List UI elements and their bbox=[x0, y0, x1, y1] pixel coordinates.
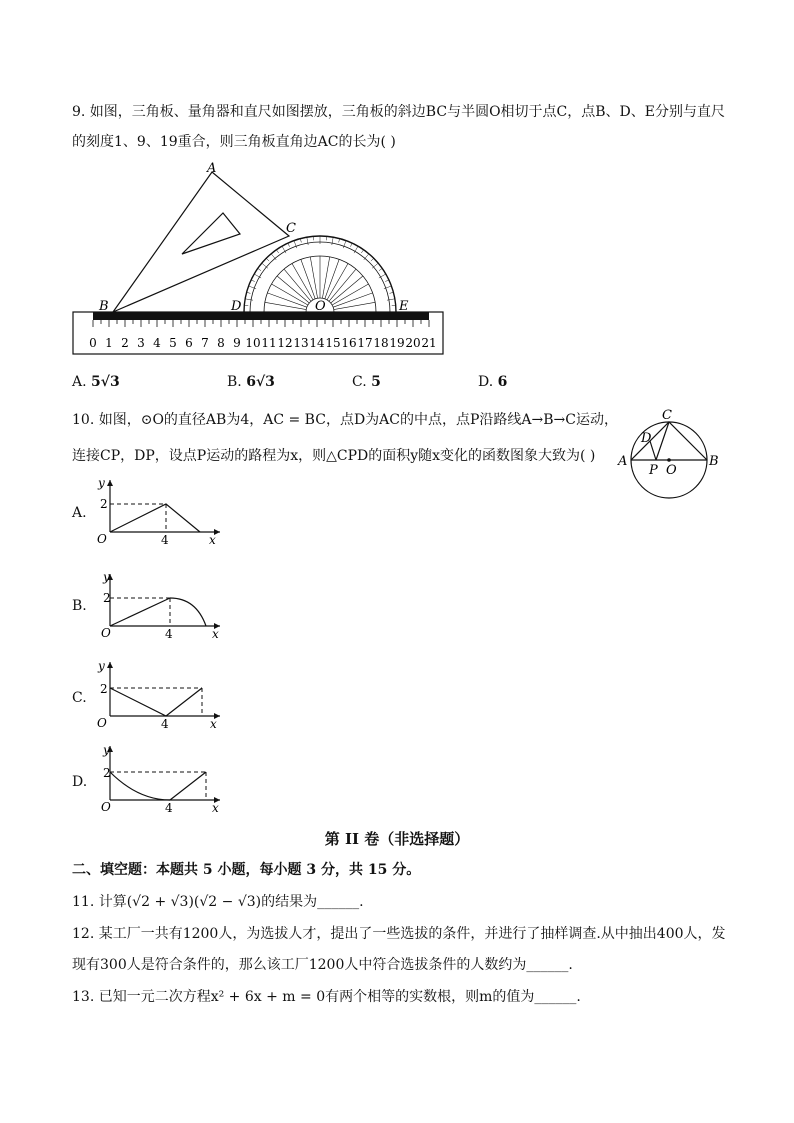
ruler-number: 9 bbox=[233, 336, 241, 350]
q9-option-b[interactable]: B. 6√3 bbox=[227, 374, 275, 390]
ruler-number: 7 bbox=[201, 336, 209, 350]
q10-option-a[interactable]: A. bbox=[72, 505, 87, 521]
svg-text:x: x bbox=[212, 627, 219, 641]
protractor-ray bbox=[327, 264, 348, 300]
ruler-number: 14 bbox=[309, 336, 325, 350]
ruler-number: 3 bbox=[137, 336, 145, 350]
ruler-number: 13 bbox=[293, 336, 309, 350]
ruler-number: 15 bbox=[325, 336, 341, 350]
q10-line1: 10. 如图，⊙O的直径AB为4，AC = BC，点D为AC的中点，点P沿路线A→B→C运动， bbox=[72, 412, 618, 428]
circle-label-P: P bbox=[649, 463, 658, 478]
q13-text: 13. 已知一元二次方程x² + 6x + m = 0有两个相等的实数根，则m的值为______. bbox=[72, 989, 581, 1005]
protractor-ray bbox=[333, 293, 372, 307]
svg-text:2: 2 bbox=[100, 682, 108, 696]
q10-circle-figure bbox=[614, 404, 724, 500]
circle-label-B: B bbox=[709, 454, 719, 469]
label-A: A bbox=[207, 161, 217, 176]
svg-text:x: x bbox=[212, 801, 219, 814]
ruler-number: 2 bbox=[121, 336, 129, 350]
protractor-ray bbox=[265, 302, 306, 309]
svg-text:4: 4 bbox=[161, 533, 169, 547]
ruler-number: 8 bbox=[217, 336, 225, 350]
ruler-number: 12 bbox=[277, 336, 293, 350]
svg-text:4: 4 bbox=[165, 627, 173, 641]
q9-option-c[interactable]: C. 5 bbox=[352, 374, 381, 390]
protractor-tick bbox=[339, 239, 340, 243]
svg-text:y: y bbox=[98, 476, 105, 490]
q10-line2: 连接CP，DP，设点P运动的路程为x，则△CPD的面积y随x变化的函数图象大致为( ) bbox=[72, 448, 596, 464]
ruler-number: 21 bbox=[421, 336, 437, 350]
ruler-number: 20 bbox=[405, 336, 421, 350]
protractor-ray bbox=[267, 293, 306, 307]
q12-line2: 现有300人是符合条件的，那么该工厂1200人中符合选拔条件的人数约为______. bbox=[72, 957, 573, 973]
protractor-tick bbox=[379, 268, 382, 270]
protractor-ray bbox=[332, 284, 368, 305]
ruler-number: 10 bbox=[245, 336, 261, 350]
circle-label-O: O bbox=[666, 463, 677, 478]
q10-graph-a bbox=[92, 474, 232, 548]
ruler-number: 6 bbox=[185, 336, 193, 350]
label-D: D bbox=[231, 299, 242, 314]
protractor-tick bbox=[300, 239, 301, 243]
protractor-tick bbox=[385, 280, 389, 282]
set-square bbox=[113, 172, 289, 312]
ruler-band bbox=[93, 312, 429, 320]
ruler-number: 16 bbox=[341, 336, 357, 350]
svg-text:x: x bbox=[209, 533, 216, 547]
svg-text:2: 2 bbox=[103, 766, 111, 780]
svg-text:4: 4 bbox=[161, 717, 169, 730]
ruler-number: 18 bbox=[373, 336, 389, 350]
protractor-tick bbox=[288, 243, 290, 247]
svg-text:4: 4 bbox=[165, 801, 173, 814]
svg-text:y: y bbox=[98, 659, 105, 673]
svg-text:2: 2 bbox=[100, 497, 108, 511]
svg-text:O: O bbox=[101, 800, 111, 814]
protractor-ray bbox=[322, 257, 329, 298]
label-C: C bbox=[286, 221, 296, 236]
protractor-tick bbox=[276, 250, 278, 253]
circle-label-D: D bbox=[641, 431, 652, 446]
ruler-number: 0 bbox=[89, 336, 97, 350]
protractor-ray bbox=[325, 259, 339, 298]
protractor-tick bbox=[258, 268, 261, 270]
ruler-number: 4 bbox=[153, 336, 161, 350]
ruler-number: 17 bbox=[357, 336, 373, 350]
q10-option-d[interactable]: D. bbox=[72, 774, 88, 790]
circle-label-C: C bbox=[662, 408, 672, 423]
q11-text: 11. 计算(√2 + √3)(√2 − √3)的结果为______. bbox=[72, 894, 364, 910]
q10-graph-c bbox=[92, 656, 232, 730]
protractor-tick bbox=[361, 250, 363, 253]
label-O: O bbox=[315, 299, 326, 314]
label-E: E bbox=[399, 299, 409, 314]
q10-option-c[interactable]: C. bbox=[72, 690, 87, 706]
section-title: 第 II 卷（非选择题） bbox=[324, 830, 470, 848]
protractor-tick bbox=[390, 292, 394, 293]
protractor-tick bbox=[332, 237, 333, 245]
svg-text:y: y bbox=[103, 743, 110, 757]
protractor-ray bbox=[310, 257, 317, 298]
svg-text:2: 2 bbox=[103, 591, 111, 605]
protractor-tick bbox=[350, 243, 352, 247]
protractor-tick bbox=[371, 258, 374, 261]
q10-graph-b bbox=[92, 568, 232, 642]
protractor-ray bbox=[301, 259, 315, 298]
q12-line1: 12. 某工厂一共有1200人，为选拔人才，提出了一些选拔的条件，并进行了抽样调查.从中抽出400人，发 bbox=[72, 926, 726, 942]
q9-figure bbox=[68, 160, 453, 360]
label-B: B bbox=[99, 299, 109, 314]
q10-option-b[interactable]: B. bbox=[72, 598, 87, 614]
ruler-number: 19 bbox=[389, 336, 405, 350]
q9-option-d[interactable]: D. 6 bbox=[478, 374, 508, 390]
protractor-tick bbox=[387, 299, 395, 300]
q9-line2: 的刻度1、9、19重合，则三角板直角边AC的长为( ) bbox=[72, 134, 396, 150]
ruler-number: 5 bbox=[169, 336, 177, 350]
q10-graph-d bbox=[92, 740, 232, 814]
set-square-hole bbox=[182, 213, 240, 254]
ruler-number: 11 bbox=[261, 336, 277, 350]
q9-line1: 9. 如图，三角板、量角器和直尺如图摆放，三角板的斜边BC与半圆O相切于点C，点B、D、E分别与直尺 bbox=[72, 104, 725, 120]
ruler-number: 1 bbox=[105, 336, 113, 350]
protractor-tick bbox=[266, 258, 269, 261]
protractor-ray bbox=[272, 284, 308, 305]
svg-text:y: y bbox=[103, 570, 110, 584]
protractor-tick bbox=[307, 237, 308, 245]
protractor-tick bbox=[251, 280, 255, 282]
svg-text:x: x bbox=[210, 717, 217, 730]
protractor-tick bbox=[245, 299, 253, 300]
svg-text:O: O bbox=[101, 626, 111, 640]
svg-text:O: O bbox=[97, 532, 107, 546]
circle-label-A: A bbox=[618, 454, 628, 469]
protractor-ray bbox=[292, 264, 313, 300]
svg-text:O: O bbox=[97, 716, 107, 730]
protractor-tick bbox=[247, 292, 251, 293]
protractor-ray bbox=[334, 302, 375, 309]
q9-option-a[interactable]: A. 5√3 bbox=[72, 374, 120, 390]
fill-in-header: 二、填空题：本题共 5 小题，每小题 3 分，共 15 分。 bbox=[72, 862, 421, 878]
